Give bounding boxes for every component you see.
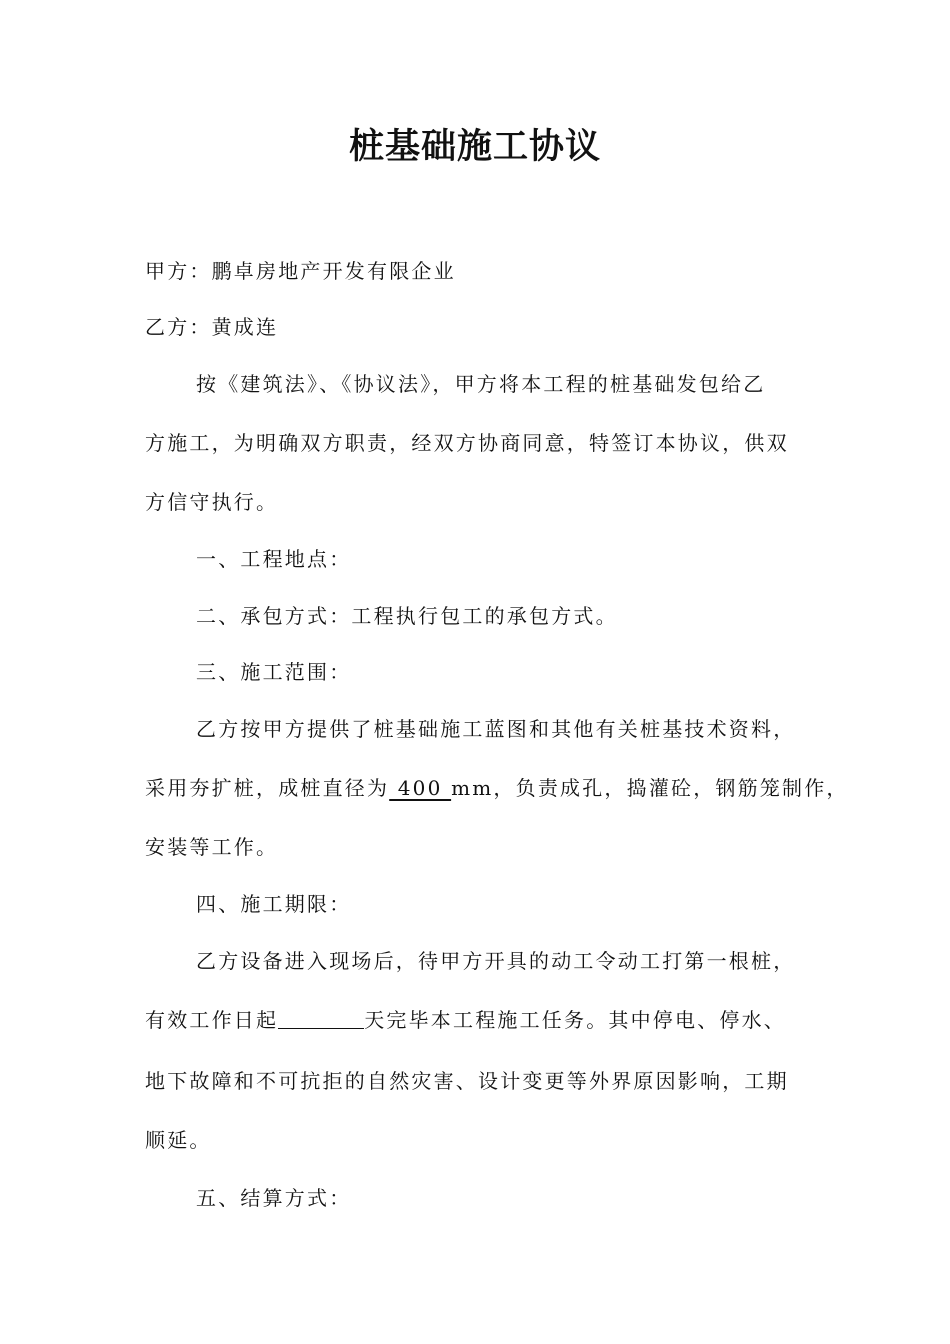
diameter-value: 400 — [389, 776, 452, 800]
diameter-text-after: mm，负责成孔，捣灌砼，钢筋笼制作， — [451, 776, 849, 800]
diameter-text-before: 采用夯扩桩，成桩直径为 — [145, 776, 390, 800]
workdays-text-after: 天完毕本工程施工任务。其中停电、停水、 — [364, 1008, 787, 1032]
section-3-heading: 三、施工范围： — [196, 660, 352, 684]
intro-line-3: 方信守执行。 — [145, 490, 279, 514]
section-3-line-1: 乙方按甲方提供了桩基础施工蓝图和其他有关桩基技术资料， — [196, 717, 796, 741]
section-4-line-2 — [145, 1005, 835, 1035]
document-title: 桩基础施工协议 — [348, 126, 601, 167]
intro-line-1: 按《建筑法》、《协议法》，甲方将本工程的桩基础发包给乙 — [196, 372, 766, 396]
party-b-line: 乙方：黄成连 — [145, 315, 279, 339]
section-4-line-3: 地下故障和不可抗拒的自然灾害、设计变更等外界原因影响，工期 — [145, 1069, 789, 1093]
section-4-line-1: 乙方设备进入现场后，待甲方开具的动工令动工打第一根桩， — [196, 949, 796, 973]
section-1-heading: 一、工程地点： — [196, 547, 352, 571]
party-a-line: 甲方：鹏卓房地产开发有限企业 — [145, 259, 456, 283]
workdays-text-before: 有效工作日起 — [145, 1008, 279, 1032]
section-4-line-4: 顺延。 — [145, 1128, 212, 1152]
intro-line-2: 方施工，为明确双方职责，经双方协商同意，特签订本协议，供双 — [145, 431, 789, 455]
section-5-heading: 五、结算方式： — [196, 1186, 352, 1210]
section-3-line-3: 安装等工作。 — [145, 835, 279, 859]
section-3-line-2 — [145, 773, 849, 803]
section-4-heading: 四、施工期限： — [196, 892, 352, 916]
workdays-blank — [278, 1008, 364, 1029]
section-2-heading: 二、承包方式：工程执行包工的承包方式。 — [196, 604, 618, 628]
